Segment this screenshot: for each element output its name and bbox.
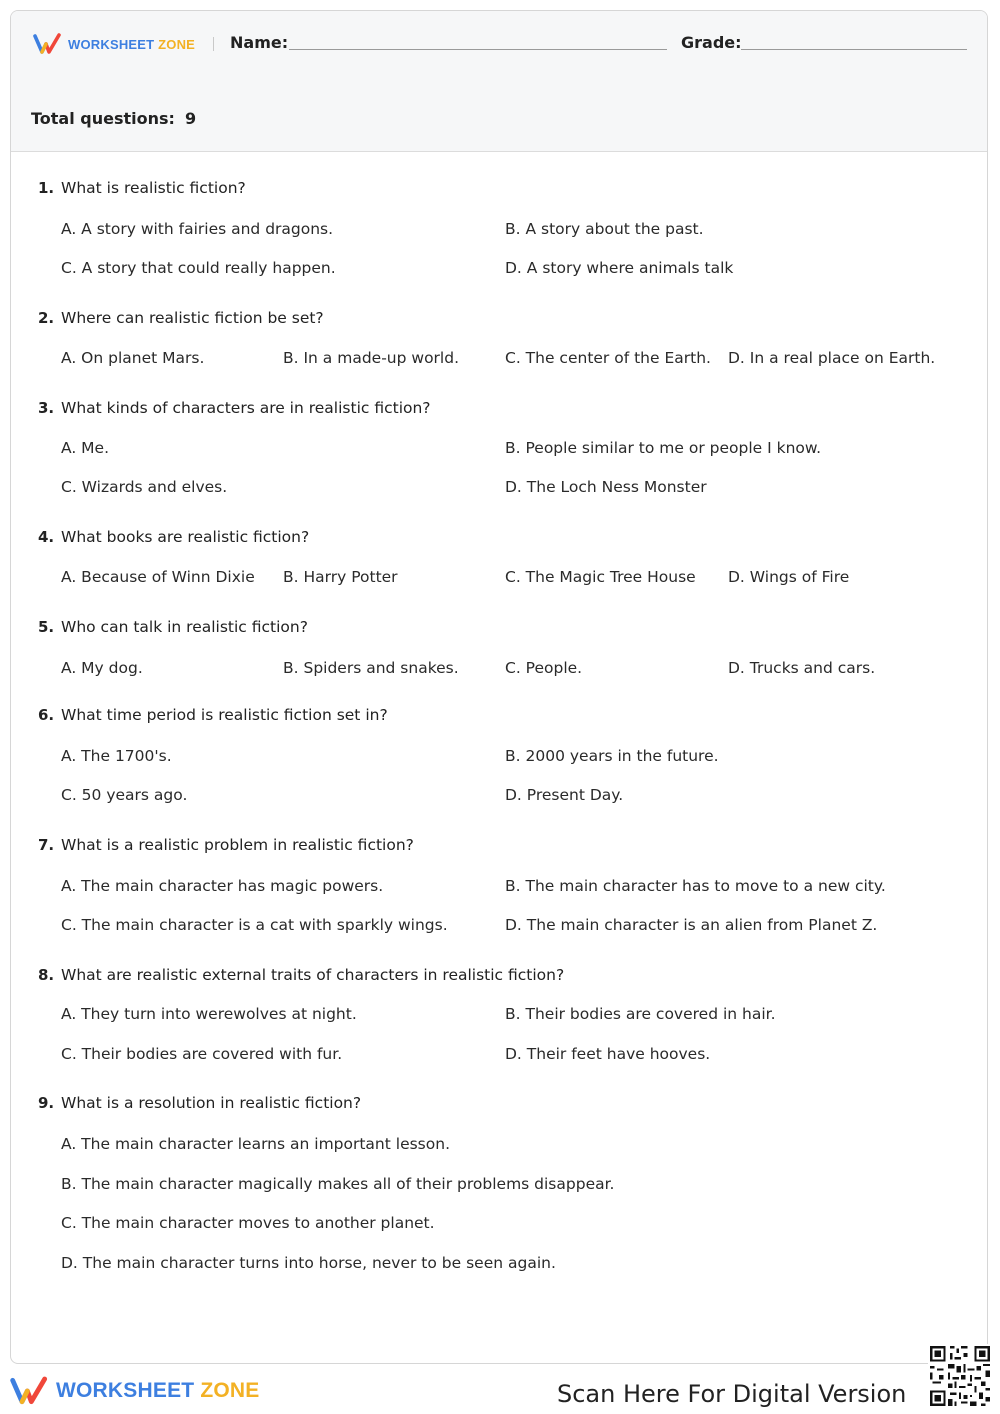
question-number: 4. bbox=[38, 528, 55, 546]
worksheet-zone-logo-icon bbox=[10, 1376, 50, 1406]
option-b[interactable]: B. Their bodies are covered in hair. bbox=[505, 1005, 776, 1023]
option-b[interactable]: B. Harry Potter bbox=[283, 568, 398, 586]
question-number: 1. bbox=[38, 179, 55, 197]
question-number: 5. bbox=[38, 618, 55, 636]
total-questions-value: 9 bbox=[184, 109, 197, 128]
option-d[interactable]: D. Wings of Fire bbox=[728, 568, 850, 586]
option-b[interactable]: B. In a made-up world. bbox=[283, 349, 459, 367]
question-text: What is a resolution in realistic fiction? bbox=[61, 1094, 362, 1112]
option-d[interactable]: D. Their feet have hooves. bbox=[505, 1045, 711, 1063]
name-input-line[interactable] bbox=[289, 49, 667, 50]
qr-code-icon[interactable] bbox=[928, 1344, 992, 1408]
option-d[interactable]: D. The main character turns into horse, never to be seen again. bbox=[61, 1254, 556, 1272]
option-d[interactable]: D. A story where animals talk bbox=[505, 259, 734, 277]
option-b[interactable]: B. 2000 years in the future. bbox=[505, 747, 719, 765]
option-b[interactable]: B. People similar to me or people I know. bbox=[505, 439, 822, 457]
question-text: What time period is realistic fiction set in? bbox=[61, 706, 388, 724]
worksheet-zone-logo-icon bbox=[33, 33, 63, 55]
brand-name: WORKSHEET ZONE bbox=[56, 1379, 260, 1402]
option-c[interactable]: C. The center of the Earth. bbox=[505, 349, 711, 367]
question-text: Who can talk in realistic fiction? bbox=[61, 618, 308, 636]
option-c[interactable]: C. The Magic Tree House bbox=[505, 568, 696, 586]
option-a[interactable]: A. Because of Winn Dixie bbox=[61, 568, 255, 586]
question-text: What is a realistic problem in realistic fiction? bbox=[61, 836, 414, 854]
option-c[interactable]: C. Wizards and elves. bbox=[61, 478, 228, 496]
option-c[interactable]: C. The main character is a cat with sparkly wings. bbox=[61, 916, 448, 934]
option-a[interactable]: A. The main character learns an important lesson. bbox=[61, 1135, 450, 1153]
question-text: What kinds of characters are in realistic fiction? bbox=[61, 399, 431, 417]
worksheet-header bbox=[11, 11, 987, 152]
question-number: 2. bbox=[38, 309, 55, 327]
question-text: What is realistic fiction? bbox=[61, 179, 246, 197]
option-d[interactable]: D. In a real place on Earth. bbox=[728, 349, 936, 367]
option-c[interactable]: C. A story that could really happen. bbox=[61, 259, 336, 277]
option-c[interactable]: C. 50 years ago. bbox=[61, 786, 188, 804]
question-text: What are realistic external traits of characters in realistic fiction? bbox=[61, 966, 565, 984]
option-d[interactable]: D. The Loch Ness Monster bbox=[505, 478, 707, 496]
question-number: 6. bbox=[38, 706, 55, 724]
option-b[interactable]: B. The main character has to move to a new city. bbox=[505, 877, 886, 895]
option-a[interactable]: A. They turn into werewolves at night. bbox=[61, 1005, 357, 1023]
option-d[interactable]: D. Trucks and cars. bbox=[728, 659, 876, 677]
grade-input-line[interactable] bbox=[741, 49, 967, 50]
grade-label: Grade: bbox=[681, 33, 742, 52]
total-questions bbox=[31, 109, 196, 128]
question-number: 9. bbox=[38, 1094, 55, 1112]
option-a[interactable]: A. The main character has magic powers. bbox=[61, 877, 384, 895]
header-separator bbox=[213, 37, 214, 51]
question-text: What books are realistic fiction? bbox=[61, 528, 310, 546]
page-footer bbox=[0, 1364, 1000, 1414]
brand-logo-large bbox=[10, 1376, 260, 1406]
name-label: Name: bbox=[230, 33, 289, 52]
option-b[interactable]: B. A story about the past. bbox=[505, 220, 704, 238]
question-number: 3. bbox=[38, 399, 55, 417]
option-d[interactable]: D. The main character is an alien from Planet Z. bbox=[505, 916, 878, 934]
option-a[interactable]: A. Me. bbox=[61, 439, 110, 457]
option-c[interactable]: C. People. bbox=[505, 659, 583, 677]
option-c[interactable]: C. Their bodies are covered with fur. bbox=[61, 1045, 343, 1063]
option-a[interactable]: A. On planet Mars. bbox=[61, 349, 205, 367]
question-text: Where can realistic fiction be set? bbox=[61, 309, 324, 327]
question-number: 7. bbox=[38, 836, 55, 854]
option-a[interactable]: A. My dog. bbox=[61, 659, 143, 677]
option-d[interactable]: D. Present Day. bbox=[505, 786, 624, 804]
question-number: 8. bbox=[38, 966, 55, 984]
brand-name: WORKSHEET ZONE bbox=[68, 36, 196, 52]
option-a[interactable]: A. The 1700's. bbox=[61, 747, 172, 765]
option-a[interactable]: A. A story with fairies and dragons. bbox=[61, 220, 334, 238]
worksheet-sheet bbox=[10, 10, 988, 1364]
option-c[interactable]: C. The main character moves to another planet. bbox=[61, 1214, 435, 1232]
scan-digital-version-text: Scan Here For Digital Version bbox=[557, 1380, 907, 1408]
option-b[interactable]: B. The main character magically makes all of their problems disappear. bbox=[61, 1175, 615, 1193]
brand-logo-small bbox=[33, 33, 195, 55]
option-b[interactable]: B. Spiders and snakes. bbox=[283, 659, 459, 677]
total-questions-label: Total questions: bbox=[31, 109, 175, 128]
